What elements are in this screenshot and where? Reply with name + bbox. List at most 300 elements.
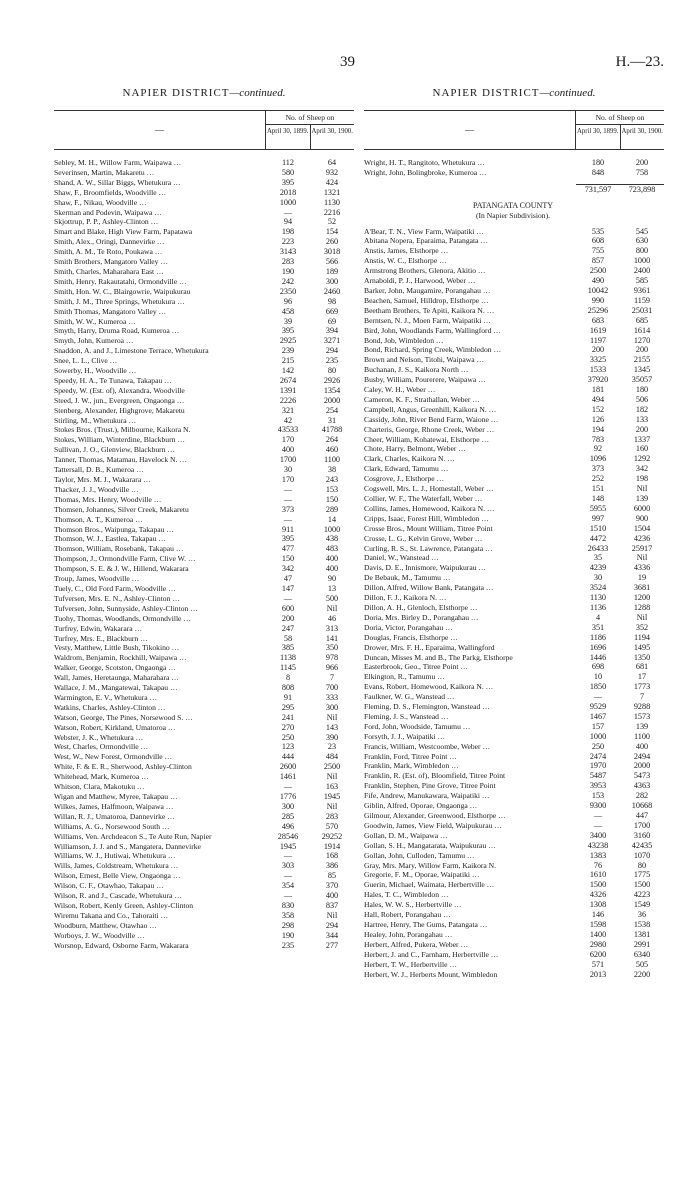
holder-name: Speedy, H. A., Te Tunawa, Takapau … — [54, 375, 172, 385]
table-row — [364, 355, 664, 365]
sheep-1899: 373 — [281, 504, 295, 514]
table-row — [54, 376, 354, 386]
sheep-1900: 978 — [325, 653, 339, 663]
table-row — [364, 474, 664, 484]
sheep-1900: 235 — [325, 356, 339, 366]
sheep-1900: 160 — [635, 444, 649, 454]
table-row — [364, 940, 664, 950]
holder-name: Doria, Victor, Porangahau … — [364, 622, 453, 632]
sheep-1899: 96 — [283, 296, 293, 306]
sheep-1899: — — [593, 692, 603, 702]
sheep-1900: 3018 — [323, 247, 341, 257]
sheep-1900: 585 — [635, 276, 649, 286]
table-row — [364, 435, 664, 445]
sheep-1899: 755 — [591, 246, 605, 256]
sheep-1900: 333 — [325, 692, 339, 702]
sheep-1899: 698 — [591, 662, 605, 672]
holder-name: Dillon, Alfred, Willow Bank, Patangata … — [364, 583, 494, 593]
table-row — [54, 663, 354, 673]
holder-name: Franklin, R. (Est. of), Bloomfield, Titree Point — [364, 771, 506, 781]
table-row — [54, 455, 354, 465]
table-row — [54, 792, 354, 802]
table-row — [54, 247, 354, 257]
sheep-1899: 58 — [283, 633, 293, 643]
county-subheading: (In Napier Subdivision). — [475, 210, 551, 220]
table-row — [54, 198, 354, 208]
table-row — [364, 484, 664, 494]
sheep-1899: 351 — [591, 622, 605, 632]
sheep-1900: 10668 — [631, 801, 653, 811]
sheep-1899: 477 — [281, 544, 295, 554]
sheep-1900: 7 — [329, 673, 335, 683]
sheep-1899: 170 — [281, 435, 295, 445]
sheep-1900: 180 — [635, 385, 649, 395]
sheep-1900: 1292 — [633, 454, 651, 464]
holder-name: Snee, L. L., Clive … — [54, 356, 118, 366]
sheep-1899: 1598 — [589, 919, 607, 929]
sheep-1900: Nil — [326, 603, 338, 613]
sheep-1900: 1000 — [633, 256, 651, 266]
holder-name: Franklin, Mark, Wimbledon … — [364, 761, 459, 771]
sheep-1900: 424 — [325, 177, 339, 187]
sheep-1899: 200 — [281, 613, 295, 623]
holder-name: Fleming, J. S., Wanstead … — [364, 711, 449, 721]
sheep-1899: 496 — [281, 821, 295, 831]
sheep-1900: 1288 — [633, 602, 651, 612]
sheep-1900: 42435 — [631, 840, 653, 850]
name-column-header: — — [54, 111, 266, 149]
sheep-1900: 41788 — [321, 425, 343, 435]
table-row — [54, 406, 354, 416]
table-row — [364, 276, 664, 286]
sheep-1900: 182 — [635, 404, 649, 414]
table-row — [364, 573, 664, 583]
total-1899: 731,597 — [576, 184, 620, 195]
table-row — [364, 732, 664, 742]
sheep-1899: 2980 — [589, 939, 607, 949]
sheep-1899: 1510 — [589, 523, 607, 533]
holder-name: Skjottrup, P. P., Ashley-Clinton … — [54, 217, 159, 227]
sheep-1899: 2500 — [589, 266, 607, 276]
table-row — [364, 682, 664, 692]
holder-name: Clark, Edward, Tamumu … — [364, 464, 449, 474]
sheep-1900: 143 — [325, 722, 339, 732]
sheep-1900: 1130 — [323, 197, 341, 207]
sheep-1899: 30 — [283, 465, 293, 475]
sheep-1900: 1775 — [633, 870, 651, 880]
table-row — [54, 822, 354, 832]
table-row — [54, 733, 354, 743]
table-row — [364, 861, 664, 871]
holder-name: Gollan, John, Culloden, Tamumu … — [364, 850, 475, 860]
sheep-1899: 91 — [283, 692, 293, 702]
table-row — [54, 871, 354, 881]
sheep-1899: 342 — [281, 564, 295, 574]
sheep-1899: 1197 — [589, 335, 607, 345]
holder-name: Beachen, Samuel, Hilldrop, Elsthorpe … — [364, 295, 489, 305]
sheep-1899: 444 — [281, 752, 295, 762]
holder-name: Anstis, James, Elsthorpe … — [364, 246, 449, 256]
table-row — [54, 178, 354, 188]
table-row — [54, 326, 354, 336]
holder-name: Dillon, A. H., Glenloch, Elsthorpe … — [364, 602, 478, 612]
holder-name: Cosgrove, J., Elsthorpe … — [364, 474, 445, 484]
sheep-1900: 277 — [325, 940, 339, 950]
sheep-1900: 2400 — [633, 266, 651, 276]
sheep-1900: 1070 — [633, 850, 651, 860]
sheep-1900: 13 — [327, 583, 337, 593]
table-row — [364, 375, 664, 385]
sheep-1899: 2013 — [589, 969, 607, 979]
table-row — [54, 465, 354, 475]
table-row — [364, 960, 664, 970]
sheep-1900: 200 — [635, 345, 649, 355]
table-row — [54, 396, 354, 406]
holder-name: White, F. & E. R., Sherwood, Ashley-Clinton — [54, 762, 192, 772]
holder-name: Thomsen, Johannes, Silver Creek, Makaretu — [54, 504, 189, 514]
holder-name: Arnaboldi, P. J., Harwood, Weber … — [364, 276, 476, 286]
right-column-title: NAPIER DISTRICT—continued. — [432, 87, 596, 99]
left-column — [54, 86, 354, 951]
table-row — [54, 297, 354, 307]
table-row — [54, 881, 354, 891]
sheep-1900: 254 — [325, 405, 339, 415]
sheep-1900: 294 — [325, 346, 339, 356]
holder-name: Thompson, S. E. & J. W., Hillend, Wakarara — [54, 564, 189, 574]
sheep-1900: 2991 — [633, 939, 651, 949]
sheep-1900: Nil — [326, 801, 338, 811]
holder-name: Williams, W. J., Hutiwai, Whetukura … — [54, 851, 176, 861]
sheep-1900: 1354 — [323, 385, 341, 395]
table-row — [54, 614, 354, 624]
table-row — [54, 307, 354, 317]
table-row — [54, 693, 354, 703]
holder-name: Gollan, S. H., Mangatarata, Waipukurau … — [364, 840, 496, 850]
sheep-1899: 1000 — [589, 731, 607, 741]
holder-name: Forsyth, J. J., Waipatiki … — [364, 731, 446, 741]
holder-name: Troup, James, Woodville … — [54, 574, 140, 584]
holder-name: Cripps, Isaac, Forest Hill, Wimbledon … — [364, 513, 489, 523]
sheep-1899: 112 — [282, 158, 294, 167]
holder-name: Thomas, Mrs. Henry, Woodville … — [54, 494, 162, 504]
holder-name: Williamson, J. J. and S., Mangatera, Dannevirke — [54, 841, 201, 851]
sheep-1899: 300 — [281, 801, 295, 811]
sheep-1899: 5955 — [589, 503, 607, 513]
holder-name: Hales, T. C., Wimbledon … — [364, 890, 449, 900]
sheep-1900: 1500 — [633, 880, 651, 890]
sheep-1899: 535 — [591, 226, 605, 236]
holder-name: Sebley, M. H., Willow Farm, Waipawa … — [54, 158, 182, 167]
holder-name: Thomson, William, Rosebank, Takapau … — [54, 544, 184, 554]
table-row — [54, 525, 354, 535]
table-row — [364, 494, 664, 504]
table-row — [364, 168, 664, 178]
sheep-1899: 150 — [281, 554, 295, 564]
sheep-1900: 1495 — [633, 642, 651, 652]
sheep-1899: — — [593, 811, 603, 820]
sheep-1900: 681 — [635, 662, 649, 672]
sheep-1900: 460 — [325, 445, 339, 455]
sheep-1900: 1914 — [323, 841, 341, 851]
table-row — [54, 267, 354, 277]
sheep-1899: 190 — [281, 930, 295, 940]
year-1900-header: April 30, 1900. — [621, 128, 664, 135]
sheep-1900: 4336 — [633, 563, 651, 573]
sheep-1899: 198 — [281, 227, 295, 237]
sheep-1899: — — [283, 593, 293, 603]
table-row — [54, 217, 354, 227]
table-row — [364, 930, 664, 940]
holder-name: Easterbrook, Geo., Titree Point … — [364, 662, 468, 672]
sheep-1899: 43238 — [587, 840, 609, 850]
county-heading: PATANGATA COUNTY — [473, 200, 553, 210]
sheep-1900: 4363 — [633, 781, 651, 791]
table-row — [364, 236, 664, 246]
sheep-1900: 6000 — [633, 503, 651, 513]
sheep-1900: 1200 — [633, 593, 651, 603]
sheep-1900: 9361 — [633, 285, 651, 295]
table-row — [364, 920, 664, 930]
year-1899-header: April 30, 1899. — [266, 125, 311, 149]
sheep-1900: 350 — [325, 643, 339, 653]
holder-name: Fife, Andrew, Manukawara, Waipatiki … — [364, 791, 490, 801]
holder-name: Barker, John, Maugamire, Porangahau … — [364, 285, 491, 295]
sheep-1900: Nil — [636, 484, 648, 494]
sheep-1899: 395 — [281, 177, 295, 187]
table-row — [364, 266, 664, 276]
sheep-1900: 352 — [635, 622, 649, 632]
sheep-1899: 151 — [591, 484, 605, 494]
sheep-1899: 354 — [281, 881, 295, 891]
holder-name: Faulkner, W. G., Wanstead … — [364, 692, 455, 702]
holder-name: Speedy, W. (Est. of), Alexandra, Woodville — [54, 385, 185, 395]
table-row — [54, 752, 354, 762]
table-row — [364, 227, 664, 237]
document-reference: H.—23. — [615, 54, 664, 70]
table-row — [54, 703, 354, 713]
sheep-1900: 1700 — [633, 820, 651, 830]
table-row — [364, 593, 664, 603]
table-row — [364, 851, 664, 861]
sheep-1899: — — [593, 820, 603, 830]
table-row — [54, 584, 354, 594]
holder-name: Duncan, Misses M. and B., The Parkg, Elsthorpe — [364, 652, 513, 662]
holder-name: Smith, Alex., Oringi, Dannevirke … — [54, 237, 165, 247]
table-row — [54, 277, 354, 287]
sheep-1899: 239 — [281, 346, 295, 356]
table-row — [364, 623, 664, 633]
page-header — [0, 54, 700, 70]
table-row — [54, 742, 354, 752]
sheep-1900: 1321 — [323, 187, 341, 197]
holder-name: Tuohy, Thomas, Woodlands, Ormondville … — [54, 613, 191, 623]
table-row — [364, 791, 664, 801]
holder-name: Herbert, T. W., Herbertville … — [364, 959, 457, 969]
page-number: 39 — [340, 54, 355, 70]
sheep-1899: 1446 — [589, 652, 607, 662]
sheep-1899: 42 — [283, 415, 293, 425]
sheep-1900: 1350 — [633, 652, 651, 662]
sheep-1899: 35 — [593, 553, 603, 563]
holder-name: Steed, J. W., jun., Evergreen, Ongaonga … — [54, 395, 185, 405]
sheep-1899: 600 — [281, 603, 295, 613]
table-row — [54, 366, 354, 376]
table-row — [54, 554, 354, 564]
sheep-1900: 163 — [325, 782, 339, 792]
sheep-1900: 198 — [635, 474, 649, 484]
table-row — [364, 653, 664, 663]
sheep-1899: 194 — [591, 424, 605, 434]
sheep-1900: 3271 — [323, 336, 341, 346]
holder-name: Franklin, Stephen, Pine Grove, Titree Point — [364, 781, 496, 791]
sheep-1899: 2600 — [279, 762, 297, 772]
holder-name: Buchanan, J. S., Kaikora North … — [364, 365, 469, 375]
holder-name: Herbert, Alfred, Pukera, Weber … — [364, 939, 469, 949]
holder-name: Fleming, D. S., Flemington, Wanstead … — [364, 702, 490, 712]
sheep-1899: 26433 — [587, 543, 609, 553]
sheep-1900: 447 — [635, 811, 649, 820]
holder-name: West, W., New Forest, Ormondville … — [54, 752, 173, 762]
sheep-1899: 298 — [281, 920, 295, 930]
holder-name: Sowerby, H., Woodville … — [54, 366, 137, 376]
sheep-1900: 52 — [327, 217, 337, 227]
holder-name: Chote, Harry, Belmont, Weber … — [364, 444, 466, 454]
sheep-1900: 154 — [325, 227, 339, 237]
sheep-1899: 242 — [281, 276, 295, 286]
holder-name: Hales, W. W. S., Herbertville … — [364, 900, 462, 910]
table-row — [364, 633, 664, 643]
sheep-1899: 283 — [281, 257, 295, 267]
sheep-1899: 1776 — [279, 792, 297, 801]
sheep-1900: 630 — [635, 236, 649, 246]
sheep-1900: 1194 — [633, 632, 651, 642]
holder-name: Tanner, Thomas, Matamau, Havelock N. … — [54, 455, 187, 465]
sheep-1899: 126 — [591, 414, 605, 424]
sheep-1899: 373 — [591, 464, 605, 474]
holder-name: Ford, John, Woodside, Tamumu … — [364, 721, 471, 731]
sheep-1899: 1138 — [279, 653, 297, 663]
sheep-1900: 800 — [635, 246, 649, 256]
sheep-1899: 580 — [281, 167, 295, 177]
sheep-1900: 500 — [325, 593, 339, 603]
table-row — [54, 317, 354, 327]
holder-name: Gregorie, F. M., Oporae, Waipatiki … — [364, 870, 480, 880]
holder-name: Wiremu Takana and Co., Tahoraiti … — [54, 910, 169, 920]
table-row — [54, 802, 354, 812]
year-1899-header: April 30, 1899. — [576, 125, 621, 149]
sheep-1899: 157 — [591, 721, 605, 731]
table-row — [54, 683, 354, 693]
sheep-1900: 758 — [635, 167, 649, 177]
sheep-1900: 1337 — [633, 434, 651, 444]
holder-name: Smart and Blake, High View Farm, Papatawa — [54, 227, 193, 237]
sheep-1899: 3143 — [279, 247, 297, 257]
holder-name: Walker, George, Scotston, Ongaonga … — [54, 663, 176, 673]
table-row — [364, 781, 664, 791]
holder-name: Doria, Mrs. Birley D., Porangahau … — [364, 612, 479, 622]
holder-name: Cassidy, John, River Bend Farm, Waione … — [364, 414, 499, 424]
sheep-1899: 321 — [281, 405, 295, 415]
table-row — [54, 544, 354, 554]
table-row — [364, 880, 664, 890]
sheep-1899: 1850 — [589, 682, 607, 692]
sheep-1899: — — [283, 891, 293, 901]
holder-name: Whitson, Clara, Makotuku … — [54, 782, 145, 792]
holder-name: Campbell, Angus, Greenhill, Kaikora N. … — [364, 404, 497, 414]
table-row — [364, 524, 664, 534]
holder-name: Cogswell, Mrs. L. J., Homestall, Weber … — [364, 484, 494, 494]
sheep-1899: 1130 — [589, 593, 607, 603]
table-row — [54, 604, 354, 614]
table-row — [364, 563, 664, 573]
holder-name: Smith Thomas, Mangatoro Valley … — [54, 306, 167, 316]
table-row — [364, 702, 664, 712]
sheep-1900: 344 — [325, 930, 339, 940]
holder-name: Giblin, Alfred, Oporae, Ongaonga … — [364, 801, 478, 811]
sheep-1899: 990 — [591, 295, 605, 305]
sheep-1900: 966 — [325, 663, 339, 673]
sheep-1899: 142 — [281, 366, 295, 376]
sheep-1900: 394 — [325, 326, 339, 336]
sheep-1900: 545 — [635, 226, 649, 236]
holder-name: Stokes, William, Winterdine, Blackburn … — [54, 435, 185, 445]
sheep-1900: Nil — [326, 772, 338, 782]
table-row — [54, 425, 354, 435]
holder-name: Taylor, Mrs. M. J., Wakarara … — [54, 475, 151, 484]
sheep-1899: 28546 — [277, 831, 299, 841]
sheep-1899: 2674 — [279, 375, 297, 385]
holder-name: Guerin, Michael, Waimata, Herbertville … — [364, 880, 495, 890]
sheep-1900: 80 — [637, 860, 647, 870]
table-row — [364, 672, 664, 682]
sheep-1900: 1573 — [633, 711, 651, 721]
sheep-1899: 200 — [591, 345, 605, 355]
holder-name: Smith, A. M., Te Roto, Poukawa … — [54, 247, 163, 257]
sheep-1899: — — [283, 484, 293, 494]
holder-name: Webster, J. K., Whetukura … — [54, 732, 144, 742]
sheep-1900: 570 — [325, 821, 339, 831]
table-row — [54, 643, 354, 653]
table-row — [364, 950, 664, 960]
table-row — [364, 870, 664, 880]
sheep-1899: 1610 — [589, 870, 607, 880]
sheep-1899: 5487 — [589, 771, 607, 781]
sheep-1900: 1614 — [633, 325, 651, 335]
holder-name: Bond, Job, Wimbledon … — [364, 335, 444, 345]
sheep-1900: 7 — [639, 692, 645, 702]
table-row — [54, 475, 354, 485]
holder-name: Willan, R. J., Umatoroa, Dannevirke … — [54, 811, 175, 821]
holder-name: Collins, James, Homewood, Kaikora N. … — [364, 503, 495, 513]
holder-name: Thomson, A. T., Kumeroa … — [54, 514, 143, 524]
holder-name: Warmington, E. V., Whetukura … — [54, 692, 158, 702]
holder-name: Skerman and Podevin, Waipawa … — [54, 207, 162, 217]
sheep-1900: 1549 — [633, 900, 651, 910]
holder-name: Wall, James, Heretaunga, Maharahara … — [54, 673, 179, 683]
sheep-1899: 2350 — [279, 286, 297, 296]
table-row — [364, 256, 664, 266]
sheep-1899: 4326 — [589, 890, 607, 900]
sheep-1900: 46 — [327, 613, 337, 623]
sheep-1899: 490 — [591, 276, 605, 286]
sheep-1900: 400 — [325, 564, 339, 574]
holder-name: Turfrey, Edwin, Wakarara … — [54, 623, 143, 633]
holder-name: Beetham Brothers, Te Apiti, Kaikora N. … — [364, 305, 495, 315]
sheep-1900: 38 — [327, 465, 337, 475]
table-row — [364, 514, 664, 524]
sheep-1899: 1000 — [279, 197, 297, 207]
sheep-1899: 783 — [591, 434, 605, 444]
